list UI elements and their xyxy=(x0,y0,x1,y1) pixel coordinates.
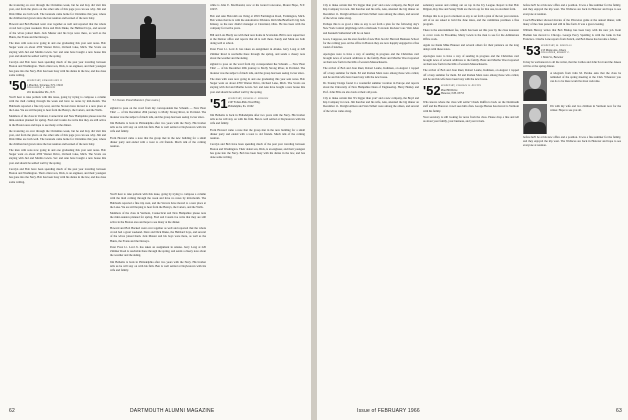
paragraph: There is the entertainment fee, which has been set this year by the class treasurer to cover costs. In Brookline, Marty Lewis is the man to see for the Admissions Office work. xyxy=(423,28,519,41)
page-number: 62 xyxy=(9,408,15,414)
paragraph: You'll hear to take potluck with this issue, going by trying to compose a column with the mail coming through the week and have no notes by mid-month. The Hubbards reported a fine trip west, and the Stovers have moved to a new place at the Lake. We are still hoping to hear from the Henrys, the Carters, and the Walls. xyxy=(9,95,106,112)
paragraph: Bill and Lois Hardy are with their new home in Scottsdale. Bill is now supervisor at the Denver office and reports that all is well there. Sandy and Mark are both doing well at school. xyxy=(210,32,305,45)
headshot-block xyxy=(523,71,621,135)
class-officers: SECRETARY, M. DOUGLAS 213 Maple Ave., Ithaca TREASURER, ROBERT C. 1 Main St., Brewster xyxy=(541,45,572,59)
paragraph: The men with sons now going in and one graduating this year sent notes. Bob Steger went on about 4700 Warner Drive, Orchard Lake, Mich. The Scotts are staying with Jud and Martha Lewis. Sev and Ann have bought a new house this year and should be settled well by the spring. xyxy=(9,41,106,58)
paragraph: Perhaps this is as good a moment as any to set forth a plan of the ten year reunion. All of us are asked to hold the June dates, and the committee promises a fine program. xyxy=(423,13,519,26)
paragraph: before he'll be at his new office and a position. It was a fine summer for the family, and they enjoyed the trip west. The Wallaces are back in Hanover and hope to see everyone at reunion. xyxy=(523,134,621,147)
class-year: '51 xyxy=(210,95,228,111)
headshot-photo xyxy=(523,104,547,134)
paragraph: Members of the class in Vermont, Connecticut and New Hampshire please note the mini-reunion planned for spring. Fred and Cousin Joe write that they are still active in the Boston area and hope to see many at the dinner. xyxy=(110,211,206,224)
paragraph: A telegram from John M. Purdue asks that the class be reminded of the spring meeting at the Club. Whatever you can do to be there would be most welcome. xyxy=(550,70,621,83)
paragraph: Bob and Ann Holcomb are living at 2819 Farmington Road, Farmington, Mich. Bob writes that he is with the Automotive Division. Rich MacBradford's big Jack Kinney, as the new district manager at Cleveland, Ohio. He has been with the company for twelve years. xyxy=(210,13,305,31)
paragraph: the trouncing on over through the Christmas week, but he and Kay did visit this year, and from the photo on the other side of this page you can see why. Jim and Dick Dilke are both well. The Granada came home for Christmas this year, where the children had grown since the last reunion and learned of the new baby. xyxy=(9,3,106,20)
headshot-photo xyxy=(523,71,547,101)
class-year: '53 xyxy=(523,43,541,58)
paragraph: Jim Hellems is back in Philadelphia after two years with the Navy. His brother tells us he will stay on with his firm. Ben is well settled at Doylestown with his wife and family. xyxy=(110,259,206,272)
monster-photo xyxy=(110,4,206,96)
class-officers: SECRETARY, CHARLES W. RUFFIN Pine Hill Drive Hanover, N.H. 03755 xyxy=(441,85,481,95)
paragraph: Who knows where the class will settle? Chuck Ruffin is back on the Dartmouth staff and the Hanover crowd sees him often. George Barnes has moved to Vermont with his family. xyxy=(423,100,519,113)
paragraph: Peter Frost Lt. Lord Jr. has taken an assignment in Alaska. Jerry Long at 226 Zimmer Road is reachable there through the spring, and sends a cheery note about the weather and the skiing. xyxy=(210,47,305,60)
paragraph: The men with sons now going in and one graduating this year sent notes. Bob Steger went on about 4700 Warner Drive, Orchard Lake, Mich. The Scotts are staying with Jud and Martha Lewis. Sev and Ann have bought a new house this year and should be settled well by the spring. xyxy=(210,76,305,94)
paragraph: William Harvey writes that Bob Bishop has been busy with his new job. Kent Hadden has moved to Chicago. George Percy Spalding is with the bank in San Francisco. Charlie Lane reports from Zurich, and Bob Reese has become a father. xyxy=(523,28,621,41)
class-year: '52 xyxy=(423,83,441,98)
column-3 xyxy=(210,3,305,401)
class-heading-53 xyxy=(523,45,621,58)
paragraph: sighted to pose on the word from my correspondent Ike Schaum — Now Hear This! — of his December 20th journey to Molly Strong River, in Portland. The monster was the subject of much talk, and the group has been seeing it ever since. xyxy=(210,62,305,75)
paragraph: Carolyn and Bob have been spending much of the past year traveling between Boston and Washington. Their oldest son, Dick, is an engineer, and their youngest has gone into the Navy. Bob has been busy with his duties in the law, and has done some writing. xyxy=(9,166,106,184)
paragraph: Perhaps this is as good a time as any to set forth a plan for the following day's New York Central pilgrimage with a midweek 'Colorado Rockies' tour. Walt Allen and Kenneth Sutherland will be on hand. xyxy=(323,22,419,35)
class-year: '50 xyxy=(9,78,27,93)
issue-date: Issue of FEBRUARY 1966 xyxy=(357,408,420,414)
paragraph: From Howard came a note that the group met in the new building for a small dinner party and ended with a toast to old friends. Much talk of the coming reunion. xyxy=(110,135,206,148)
paragraph: Your secretary is still looking for news from the class. Please drop a line and tell us about your family, your business, and your travels. xyxy=(423,114,519,123)
magazine-title: DARTMOUTH ALUMNI MAGAZINE xyxy=(130,408,215,414)
column-1 xyxy=(9,3,106,401)
left-page xyxy=(0,0,311,420)
column-4 xyxy=(323,3,419,401)
paragraph: sedentary season and coming out on top in the Ivy League. Report is that Bob Dilgren, Ray Doe and Sonny Wahl are the trio up for that one, in excellent form. xyxy=(423,3,519,12)
paragraph: You'll hear to take potluck with this issue, going by trying to compose a column with the mail coming through the week and have no notes by mid-month. The Hubbards reported a fine trip west, and the Stovers have moved to a new place at the Lake. We are still hoping to hear from the Henrys, the Carters, and the Walls. xyxy=(110,192,206,209)
column-2-top xyxy=(110,106,206,190)
photo-caption: '51 Ocean Pond Monster. (See notes.) xyxy=(112,98,161,102)
paragraph: Again we thank Mike Hausser and several others for their patience on the long delays with these notes. xyxy=(423,43,519,52)
column-2-bottom xyxy=(110,192,206,400)
paragraph: Goon, I suppose, see the stars fearful of new Bob Jacobs' Harvard Business School for the coming year. At the office in Boston they are now happily engaged in a fine round of lunches. xyxy=(323,36,419,50)
paragraph: Coach Blackmer showed movies of the Princeton game at the annual dinner, with many of the class present and still in fine form. It was a great evening. xyxy=(523,17,621,26)
paragraph: From Howard came a note that the group met in the new building for a small dinner party and ended with a toast to old friends. Much talk of the coming reunion. xyxy=(210,127,305,140)
paragraph: Dr. Stanley Dodge found it a wonderful summer vacation in Europe and reports about the University of New Hampshire Dean of Engineering. Harry Henley and Prof. John Ellis are also back at their old posts. xyxy=(323,81,419,94)
person-figure xyxy=(140,24,156,58)
column-5 xyxy=(423,3,519,401)
paragraph: Apologies were to have a way of sending in progress and the Christmas card brought news of several additions to the family. Buzz and Martha Wood reported on their new farm in the hills of western Massachusetts. xyxy=(323,51,419,64)
paragraph: I'm with my wife and two children in Vermont now for the winter. Hope to see you all. xyxy=(550,103,621,112)
paragraph: The arrival of Bob and Joan Ruel, Robert Laurie, Kathleen, on August 1 topped off a busy summer for them. Ed and Roman Merz were among those who called, and he and his wife have been busy with the new house. xyxy=(323,66,419,79)
paragraph: It may be well-known to all the writer, that the Cattles and John Scott and the Janees will be at the spring dinner. xyxy=(523,60,621,69)
paragraph: City to make certain that 'It's bigger than you!' and a new company, the Boyd and Kip Company in town. Jim Kercher and his wife, Ann, attended the big dinner on December 11. Dwight Allison and Stan Talbert were among the others, and several of the wives came along. xyxy=(323,3,419,20)
paragraph: Howard and Bob Bucked went over together as well and reported that the whole crowd had a great weekend. Dave and Dick Dieke, the Hubbard boys, and several of the wives joined them. Jack Muster and his boys were there, as well as the Hunts, the Evans and the Deweys. xyxy=(9,22,106,39)
paragraph: sighted to pose on the word from my correspondent Ike Schaum — Now Hear This! — of his December 20th journey to Molly Strong River, in Portland. The monster was the subject of much talk, and the group has been seeing it ever since. xyxy=(110,106,206,119)
column-6 xyxy=(523,3,621,401)
paragraph: The men with sons now going in and one graduating this year sent notes. Bob Steger went on about 4700 Warner Drive, Orchard Lake, Mich. The Scotts are staying with Jud and Martha Lewis. Sev and Ann have bought a new house this year and should be settled well by the spring. xyxy=(9,147,106,165)
right-page xyxy=(317,0,628,420)
paragraph: before he'll be at his new office and a position. It was a fine summer for the family, and they enjoyed the trip west. The Wallaces are back in Hanover and hope to see everyone at reunion. xyxy=(523,3,621,16)
class-heading-51 xyxy=(210,95,305,111)
class-heading-52 xyxy=(423,85,519,98)
paragraph: Apologies were to have a way of sending in progress and the Christmas card brought news of several additions to the family. Buzz and Martha Wood reported on their new farm in the hills of western Massachusetts. xyxy=(423,53,519,66)
paragraph: Peter Frost Lt. Lord Jr. has taken an assignment in Alaska. Jerry Long at 226 Zimmer Road is reachable there through the spring, and sends a cheery note about the weather and the skiing. xyxy=(110,244,206,258)
class-officers: SECRETARY, RUSSELL C. SHIELDS 2167 Follen-Philo Trust Bldg. Philadelphia, Pa. 19102 xyxy=(228,97,269,108)
paragraph: Members of the class in Vermont, Connecticut and New Hampshire please note the mini-reunion planned for spring. Fred and Cousin Joe write that they are still active in the Boston area and hope to see many at the dinner. xyxy=(9,114,106,127)
paragraph: Carolyn and Bob have been spending much of the past year traveling between Boston and Washington. Their oldest son, Dick, is an engineer, and their youngest has gone into the Navy. Bob has been busy with his duties in the law, and has done some writing. xyxy=(9,60,106,77)
paragraph: The arrival of Bob and Joan Ruel, Robert Laurie, Kathleen, on August 1 topped off a busy summer for them. Ed and Roman Merz were among those who called, and he and his wife have been busy with the new house. xyxy=(423,68,519,81)
paragraph: Jim Hellems is back in Philadelphia after two years with the Navy. His brother tells us he will stay on with his firm. Ben is well settled at Doylestown with his wife and family. xyxy=(110,120,206,134)
class-officers: SECRETARY, EDWARD SIEN II 1 Pine Rd., Syracuse, N.Y. 13210 TREASURER, L. MELVIN 261 Rockefeller Plz., N.Y. xyxy=(27,80,63,94)
paragraph: Carolyn and Bob have been spending much of the past year traveling between Boston and Washington. Their oldest son, Dick, is an engineer, and their youngest has gone into the Navy. Bob has been busy with his duties in the law, and has done some writing. xyxy=(210,142,305,159)
page-number: 63 xyxy=(616,408,622,414)
paragraph: while is John E. MacDonald, now at his Grand Concourse, Mount Hope, N.Y. 10457. xyxy=(210,3,305,12)
paragraph: City to make certain that 'It's bigger than you!' and a new company, the Boyd and Kip Company in town. Jim Kercher and his wife, Ann, attended the big dinner on December 11. Dwight Allison and Stan Talbert were among the others, and several of the wives came along. xyxy=(323,95,419,113)
paragraph: the trouncing on over through the Christmas week, but he and Kay did visit this year, and from the photo on the other side of this page you can see why. Jim and Dick Dilke are both well. The Granada came home for Christmas this year, where the children had grown since the last reunion and learned of the new baby. xyxy=(9,128,106,146)
person-head xyxy=(144,16,152,25)
paragraph: Howard and Bob Bucked went over together as well and reported that the whole crowd had a great weekend. Dave and Dick Dieke, the Hubbard boys, and several of the wives joined them. Jack Muster and his boys were there, as well as the Hunts, the Evans and the Deweys. xyxy=(110,225,206,243)
paragraph: Jim Hellems is back in Philadelphia after two years with the Navy. His brother tells us he will stay on with his firm. Ben is well settled at Doylestown with his wife and family. xyxy=(210,112,305,126)
class-heading-50 xyxy=(9,80,106,93)
